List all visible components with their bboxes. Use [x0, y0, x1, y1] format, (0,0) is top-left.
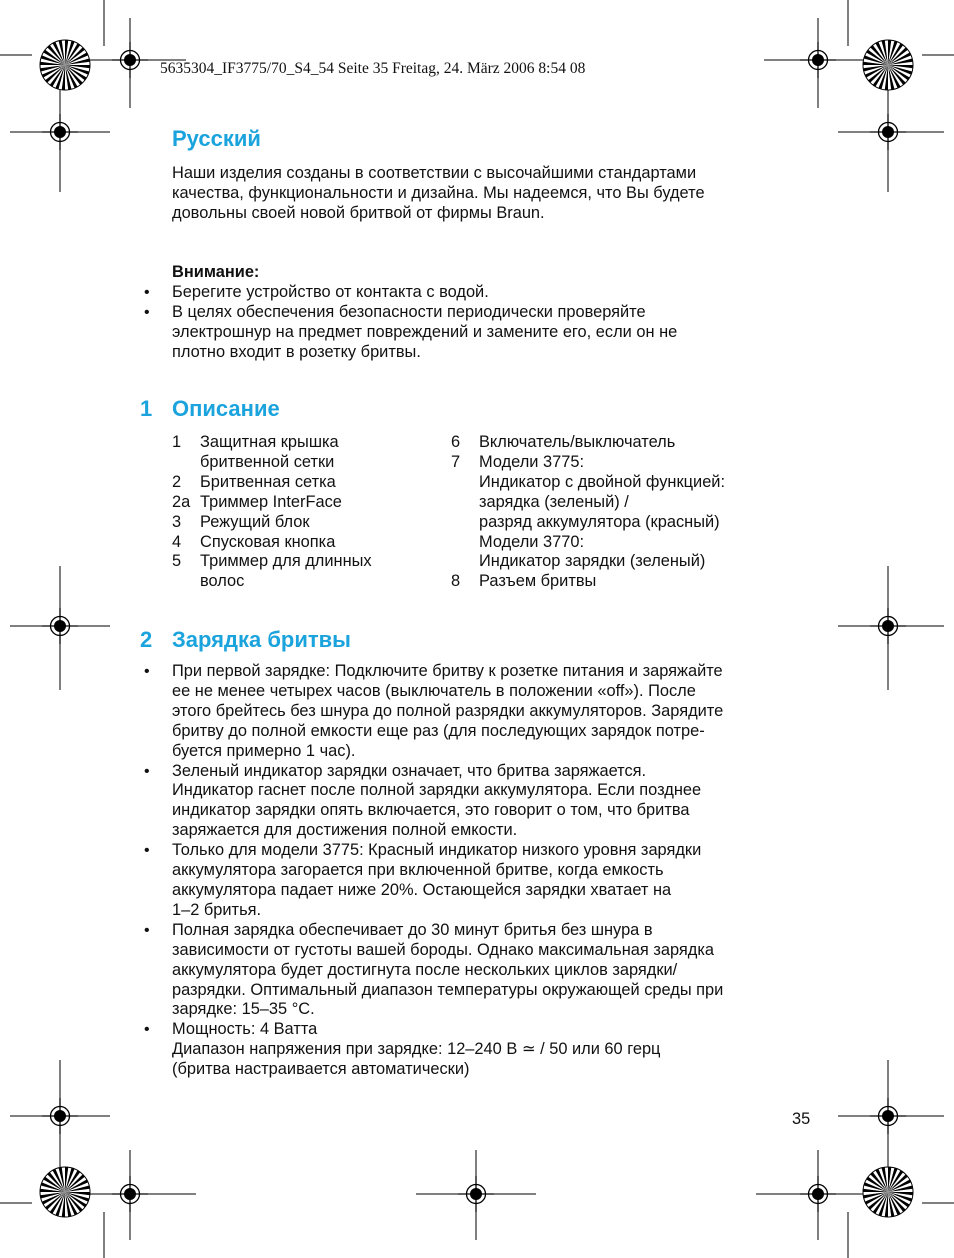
item-text: Триммер для длинных	[200, 552, 372, 571]
item-text: волос	[200, 572, 245, 591]
bullet-icon: •	[144, 663, 150, 680]
item-number: 4	[172, 532, 182, 551]
bullet-line: Полная зарядка обеспечивает до 30 минут бритья без шнура в	[172, 920, 653, 939]
bullet-line: аккумулятора падает ниже 20%. Остающейся зарядки хватает на	[172, 880, 672, 899]
bullet-line: Диапазон напряжения при зарядке: 12–240 В ≃ / 50 или 60 герц	[172, 1040, 661, 1059]
item-number: 5	[172, 552, 182, 571]
bullet-line: ее не менее четырех часов (выключатель в положении «off»). После	[172, 681, 696, 700]
section-number: 2	[140, 627, 153, 652]
item-text: Спусковая кнопка	[200, 532, 336, 551]
list-item	[172, 433, 432, 473]
list-item	[172, 473, 432, 493]
list-item	[0, 1020, 954, 1080]
item-text: бритвенной сетки	[200, 452, 335, 471]
intro-paragraph	[172, 164, 705, 224]
warning-list	[0, 283, 954, 363]
bullet-line: бритву до полной емкости еще раз (для последующих зарядок потре-	[172, 721, 705, 740]
bullet-line: аккумулятора загорается при включенной бритве, когда емкость	[172, 861, 664, 880]
bullet-line: (бритва настраивается автоматически)	[172, 1060, 470, 1079]
bullet-icon: •	[144, 284, 150, 301]
bullet-line: аккумулятора будет достигнута после нескольких циклов зарядки/	[172, 960, 678, 979]
list-item	[0, 921, 954, 1021]
item-number: 7	[451, 452, 461, 471]
list-item	[172, 552, 432, 592]
bullet-icon: •	[144, 303, 150, 321]
intro-line: качества, функциональности и дизайна. Мы надеемся, что Вы будете	[172, 183, 705, 202]
warning-line: Берегите устройство от контакта с водой.	[172, 283, 489, 301]
list-item	[172, 493, 432, 513]
item-text: зарядка (зеленый) /	[479, 492, 629, 511]
bullet-line: 1–2 бритья.	[172, 900, 262, 919]
print-header: 5635304_IF3775/70_S4_54 Seite 35 Freitag, 24. März 2006 8:54 08	[160, 60, 586, 77]
list-item	[172, 533, 432, 553]
item-text: Бритвенная сетка	[200, 472, 336, 491]
item-number: 6	[451, 433, 461, 451]
warning-line: плотно входит в розетку бритвы.	[172, 342, 421, 361]
item-number: 1	[172, 433, 182, 451]
bullet-line: разрядки. Оптимальный диапазон температуры окружающей среды при	[172, 980, 724, 999]
bullet-line: Индикатор гаснет после полной зарядки аккумулятора. Если позднее	[172, 781, 702, 800]
bullet-line: Только для модели 3775: Красный индикатор низкого уровня зарядки	[172, 841, 702, 860]
bullet-line: зависимости от густоты вашей бороды. Однако максимальная зарядка	[172, 940, 714, 959]
bullet-line: Зеленый индикатор зарядки означает, что бритва заряжается.	[172, 761, 647, 780]
list-item	[0, 303, 954, 363]
list-item	[0, 662, 954, 762]
charging-list	[0, 662, 954, 1080]
item-text: Включатель/выключатель	[479, 433, 676, 451]
registration-star-icon	[40, 1167, 90, 1217]
item-text: разряд аккумулятора (красный)	[479, 512, 720, 531]
bullet-icon: •	[144, 762, 150, 780]
bullet-line: Мощность: 4 Ватта	[172, 1020, 318, 1039]
item-number: 8	[451, 572, 461, 591]
item-number: 3	[172, 512, 182, 531]
warning-label: Внимание:	[172, 263, 260, 281]
parts-list-left	[172, 433, 432, 592]
item-text: Индикатор зарядки (зеленый)	[479, 552, 706, 571]
item-text: Модели 3775:	[479, 452, 585, 471]
section-title: Зарядка бритвы	[172, 627, 351, 652]
intro-line: довольны своей новой бритвой от фирмы Braun.	[172, 203, 545, 222]
bullet-icon: •	[144, 921, 150, 939]
language-title: Русский	[172, 126, 261, 151]
bullet-line: буется примерно 1 час).	[172, 741, 356, 760]
item-number: 2	[172, 472, 182, 491]
item-text: Разъем бритвы	[479, 572, 597, 591]
item-number: 2a	[172, 492, 191, 511]
registration-star-icon	[863, 1167, 913, 1217]
item-text: Триммер InterFace	[200, 492, 342, 511]
bullet-icon: •	[144, 842, 150, 860]
list-item	[451, 433, 811, 453]
registration-star-icon	[40, 40, 90, 90]
list-item	[172, 513, 432, 533]
item-text: Индикатор с двойной функцией:	[479, 472, 726, 491]
list-item	[451, 453, 811, 572]
page-number: 35	[792, 1110, 811, 1128]
list-item	[0, 283, 954, 303]
warning-line: В целях обеспечения безопасности периодически проверяйте	[172, 302, 646, 321]
list-item	[451, 572, 811, 592]
bullet-line: При первой зарядке: Подключите бритву к розетке питания и заряжайте	[172, 662, 723, 680]
bullet-icon: •	[144, 1021, 150, 1039]
intro-line: Наши изделия созданы в соответствии с высочайшими стандартами	[172, 164, 697, 182]
warning-line: электрошнур на предмет повреждений и замените его, если он не	[172, 322, 678, 341]
parts-list-right	[451, 433, 811, 592]
bullet-line: зарядке: 15–35 °C.	[172, 1000, 315, 1019]
bullet-line: индикатор зарядки опять включается, это говорит о том, что бритва	[172, 801, 690, 820]
registration-star-icon	[863, 40, 913, 90]
item-text: Защитная крышка	[200, 433, 339, 451]
item-text: Модели 3770:	[479, 532, 585, 551]
bullet-line: заряжается для достижения полной емкости.	[172, 821, 518, 840]
bullet-line: этого брейтесь без шнура до полной разрядки аккумуляторов. Зарядите	[172, 701, 724, 720]
item-text: Режущий блок	[200, 512, 310, 531]
list-item	[0, 841, 954, 921]
list-item	[0, 762, 954, 842]
section-title: Описание	[172, 396, 280, 421]
section-number: 1	[140, 396, 153, 421]
